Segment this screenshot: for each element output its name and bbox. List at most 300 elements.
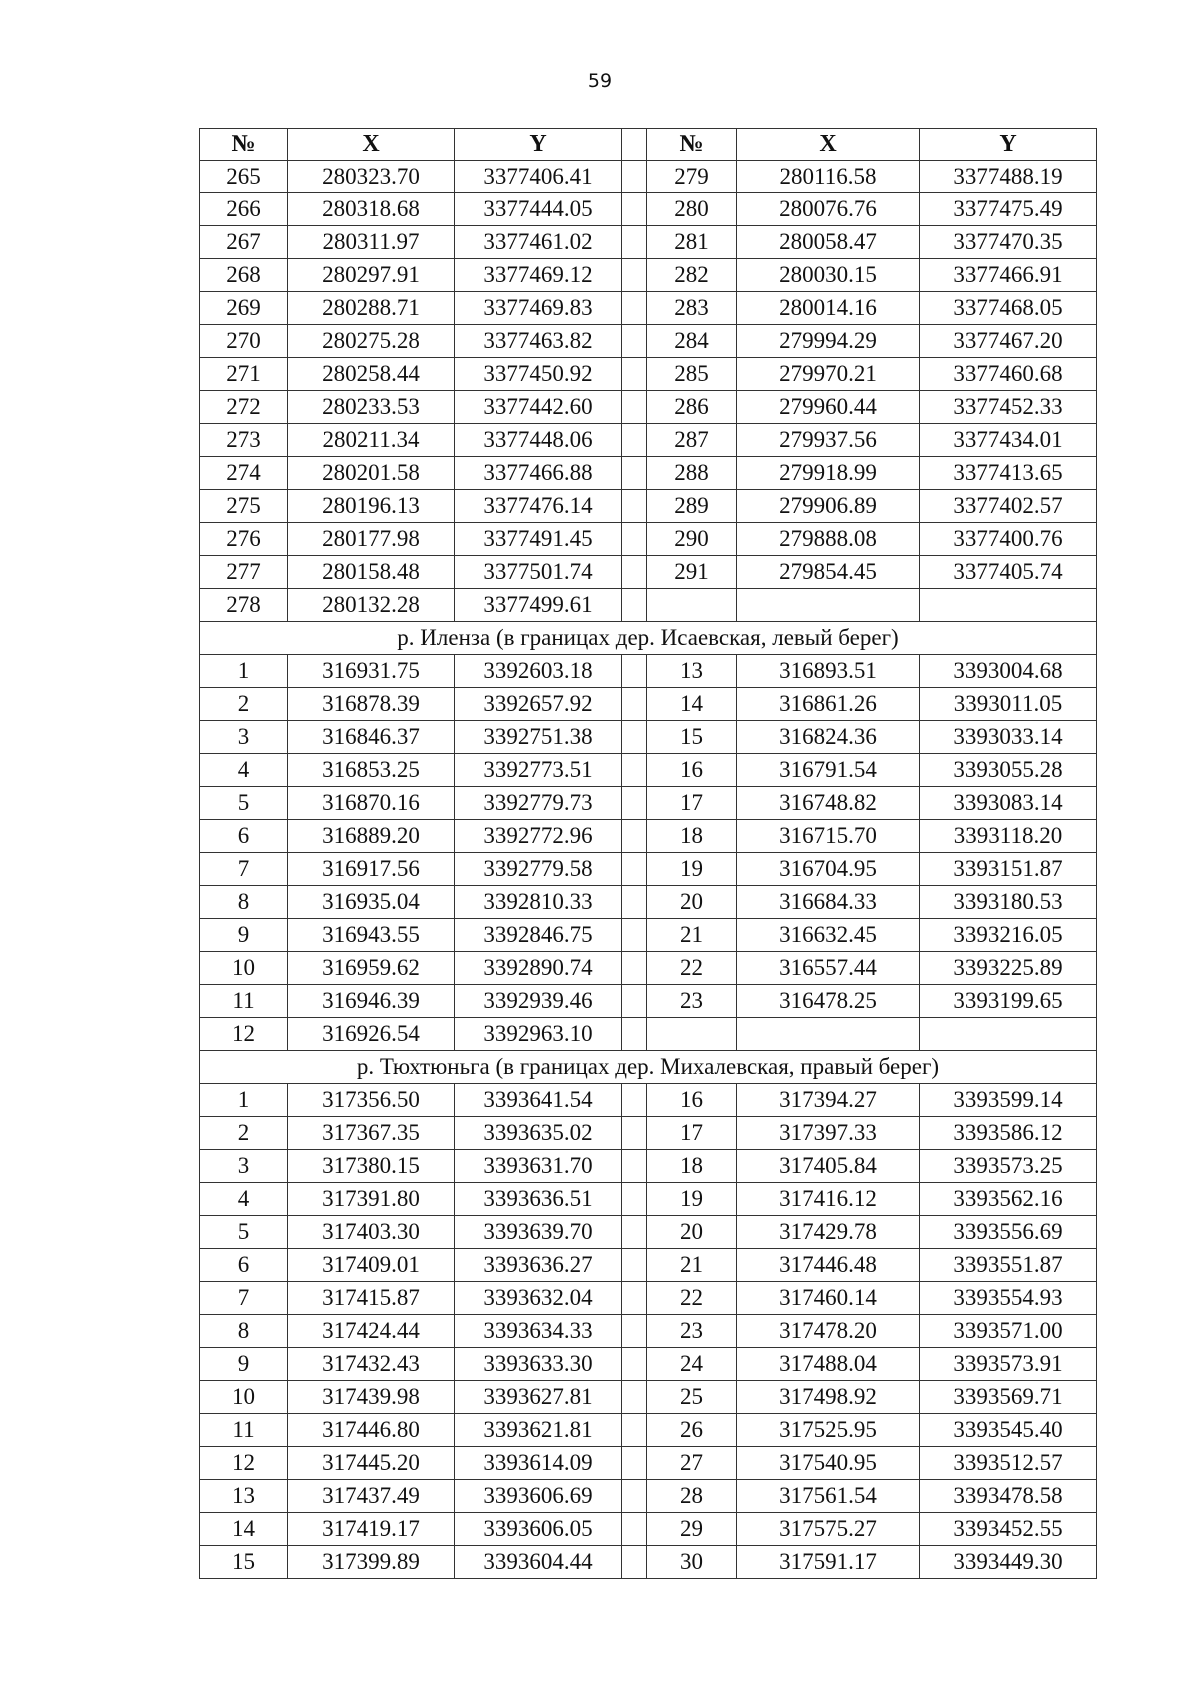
- point-number-right: 19: [647, 853, 737, 886]
- y-right: 3393180.53: [920, 886, 1097, 919]
- y-right: 3377467.20: [920, 325, 1097, 358]
- point-number-left: 7: [200, 1282, 288, 1315]
- y-right: 3393452.55: [920, 1513, 1097, 1546]
- y-left: 3377469.12: [455, 259, 622, 292]
- point-number-right: 26: [647, 1414, 737, 1447]
- y-left: 3377461.02: [455, 226, 622, 259]
- y-right: 3393562.16: [920, 1183, 1097, 1216]
- y-right: 3393216.05: [920, 919, 1097, 952]
- y-left: 3392890.74: [455, 952, 622, 985]
- table-row: [200, 952, 1097, 985]
- table-row: [200, 523, 1097, 556]
- y-left: 3393614.09: [455, 1447, 622, 1480]
- point-number-left: 5: [200, 1216, 288, 1249]
- point-number-right: 290: [647, 523, 737, 556]
- table-row: [200, 1315, 1097, 1348]
- table-row: [200, 391, 1097, 424]
- y-left: 3377450.92: [455, 358, 622, 391]
- x-right: 317478.20: [737, 1315, 920, 1348]
- table-header: [200, 129, 1097, 161]
- x-left: 317367.35: [288, 1117, 455, 1150]
- spacer: [622, 1117, 647, 1150]
- point-number-left: 274: [200, 457, 288, 490]
- x-left: 280177.98: [288, 523, 455, 556]
- point-number-left: 9: [200, 1348, 288, 1381]
- point-number-right: 19: [647, 1183, 737, 1216]
- spacer: [622, 358, 647, 391]
- x-right: [737, 589, 920, 622]
- point-number-left: 2: [200, 688, 288, 721]
- y-right: 3393151.87: [920, 853, 1097, 886]
- y-left: 3393639.70: [455, 1216, 622, 1249]
- spacer: [622, 292, 647, 325]
- table-row: [200, 457, 1097, 490]
- point-number-right: [647, 589, 737, 622]
- point-number-right: 28: [647, 1480, 737, 1513]
- point-number-left: 1: [200, 1084, 288, 1117]
- y-left: 3393641.54: [455, 1084, 622, 1117]
- section-title-row: [200, 622, 1097, 655]
- y-left: 3377469.83: [455, 292, 622, 325]
- y-right: 3393011.05: [920, 688, 1097, 721]
- point-number-left: 11: [200, 985, 288, 1018]
- x-right: 317446.48: [737, 1249, 920, 1282]
- x-left: 316853.25: [288, 754, 455, 787]
- table-row: [200, 787, 1097, 820]
- table-row: [200, 259, 1097, 292]
- y-right: 3377470.35: [920, 226, 1097, 259]
- y-left: 3393632.04: [455, 1282, 622, 1315]
- x-left: 316926.54: [288, 1018, 455, 1051]
- x-right: 279970.21: [737, 358, 920, 391]
- point-number-right: 30: [647, 1546, 737, 1579]
- x-right: 316632.45: [737, 919, 920, 952]
- header-number-right: №: [647, 129, 737, 161]
- point-number-left: 269: [200, 292, 288, 325]
- table-row: [200, 853, 1097, 886]
- table-row: [200, 1348, 1097, 1381]
- y-left: 3393631.70: [455, 1150, 622, 1183]
- spacer: [622, 1216, 647, 1249]
- spacer: [622, 424, 647, 457]
- point-number-right: 282: [647, 259, 737, 292]
- spacer: [622, 1480, 647, 1513]
- point-number-right: 21: [647, 1249, 737, 1282]
- point-number-right: 18: [647, 820, 737, 853]
- spacer: [622, 1315, 647, 1348]
- table-body: [200, 161, 1097, 1579]
- x-left: 280201.58: [288, 457, 455, 490]
- point-number-right: 25: [647, 1381, 737, 1414]
- point-number-left: 12: [200, 1447, 288, 1480]
- point-number-right: 23: [647, 985, 737, 1018]
- x-left: 316878.39: [288, 688, 455, 721]
- x-right: 279937.56: [737, 424, 920, 457]
- x-left: 316946.39: [288, 985, 455, 1018]
- table-row: [200, 358, 1097, 391]
- point-number-right: 280: [647, 193, 737, 226]
- y-left: 3393606.69: [455, 1480, 622, 1513]
- x-left: 316846.37: [288, 721, 455, 754]
- y-right: 3393556.69: [920, 1216, 1097, 1249]
- y-right: 3377413.65: [920, 457, 1097, 490]
- y-left: 3377406.41: [455, 161, 622, 193]
- x-left: 317380.15: [288, 1150, 455, 1183]
- table-row: [200, 1150, 1097, 1183]
- point-number-right: 281: [647, 226, 737, 259]
- point-number-left: 7: [200, 853, 288, 886]
- spacer: [622, 721, 647, 754]
- section-title: р. Тюхтюньга (в границах дер. Михалевская, правый берег): [200, 1051, 1097, 1084]
- y-right: 3393573.25: [920, 1150, 1097, 1183]
- spacer: [622, 688, 647, 721]
- spacer: [622, 589, 647, 622]
- x-left: 280158.48: [288, 556, 455, 589]
- y-right: 3393199.65: [920, 985, 1097, 1018]
- point-number-left: 10: [200, 952, 288, 985]
- point-number-right: 18: [647, 1150, 737, 1183]
- point-number-right: 20: [647, 886, 737, 919]
- spacer: [622, 985, 647, 1018]
- x-left: 316935.04: [288, 886, 455, 919]
- y-right: 3393449.30: [920, 1546, 1097, 1579]
- x-left: 280323.70: [288, 161, 455, 193]
- point-number-right: 22: [647, 952, 737, 985]
- x-left: 280275.28: [288, 325, 455, 358]
- point-number-left: 4: [200, 1183, 288, 1216]
- point-number-right: 284: [647, 325, 737, 358]
- x-left: 280288.71: [288, 292, 455, 325]
- point-number-left: 4: [200, 754, 288, 787]
- table-row: [200, 589, 1097, 622]
- x-right: [737, 1018, 920, 1051]
- x-left: 280132.28: [288, 589, 455, 622]
- x-right: 317591.17: [737, 1546, 920, 1579]
- table-row: [200, 292, 1097, 325]
- point-number-left: 14: [200, 1513, 288, 1546]
- spacer: [622, 1348, 647, 1381]
- point-number-right: 14: [647, 688, 737, 721]
- y-left: 3393606.05: [455, 1513, 622, 1546]
- x-right: 316791.54: [737, 754, 920, 787]
- point-number-left: 6: [200, 1249, 288, 1282]
- y-left: 3393604.44: [455, 1546, 622, 1579]
- x-left: 317446.80: [288, 1414, 455, 1447]
- point-number-right: 20: [647, 1216, 737, 1249]
- y-left: 3377444.05: [455, 193, 622, 226]
- y-right: 3393083.14: [920, 787, 1097, 820]
- point-number-right: 17: [647, 787, 737, 820]
- header-number-left: №: [200, 129, 288, 161]
- spacer: [622, 1150, 647, 1183]
- spacer: [622, 1381, 647, 1414]
- point-number-left: 3: [200, 721, 288, 754]
- spacer: [622, 391, 647, 424]
- spacer: [622, 952, 647, 985]
- x-right: 316478.25: [737, 985, 920, 1018]
- x-left: 316931.75: [288, 655, 455, 688]
- y-right: 3393573.91: [920, 1348, 1097, 1381]
- spacer: [622, 259, 647, 292]
- table-row: [200, 688, 1097, 721]
- y-right: 3393571.00: [920, 1315, 1097, 1348]
- point-number-left: 276: [200, 523, 288, 556]
- x-left: 317419.17: [288, 1513, 455, 1546]
- y-right: 3377402.57: [920, 490, 1097, 523]
- x-right: 280076.76: [737, 193, 920, 226]
- table-row: [200, 820, 1097, 853]
- y-right: 3377400.76: [920, 523, 1097, 556]
- table-row: [200, 1513, 1097, 1546]
- y-right: 3393586.12: [920, 1117, 1097, 1150]
- header-spacer: [622, 129, 647, 161]
- x-left: 280318.68: [288, 193, 455, 226]
- header-row: [200, 129, 1097, 161]
- x-right: 317575.27: [737, 1513, 920, 1546]
- x-right: 316704.95: [737, 853, 920, 886]
- table-row: [200, 754, 1097, 787]
- y-left: 3393636.27: [455, 1249, 622, 1282]
- table-row: [200, 721, 1097, 754]
- x-left: 280233.53: [288, 391, 455, 424]
- y-left: 3392939.46: [455, 985, 622, 1018]
- spacer: [622, 754, 647, 787]
- point-number-left: 272: [200, 391, 288, 424]
- x-right: 316715.70: [737, 820, 920, 853]
- y-left: 3392657.92: [455, 688, 622, 721]
- table-row: [200, 226, 1097, 259]
- x-left: 280258.44: [288, 358, 455, 391]
- spacer: [622, 325, 647, 358]
- point-number-right: 27: [647, 1447, 737, 1480]
- y-right: 3393478.58: [920, 1480, 1097, 1513]
- point-number-left: 11: [200, 1414, 288, 1447]
- x-left: 317424.44: [288, 1315, 455, 1348]
- x-left: 280196.13: [288, 490, 455, 523]
- table-row: [200, 886, 1097, 919]
- x-left: 280211.34: [288, 424, 455, 457]
- y-left: 3377466.88: [455, 457, 622, 490]
- point-number-right: 17: [647, 1117, 737, 1150]
- x-right: 280116.58: [737, 161, 920, 193]
- point-number-left: 266: [200, 193, 288, 226]
- y-right: 3393569.71: [920, 1381, 1097, 1414]
- x-left: 316943.55: [288, 919, 455, 952]
- x-right: 316893.51: [737, 655, 920, 688]
- header-y-left: Y: [455, 129, 622, 161]
- y-left: 3377499.61: [455, 589, 622, 622]
- y-right: 3377405.74: [920, 556, 1097, 589]
- x-right: 317561.54: [737, 1480, 920, 1513]
- table-row: [200, 161, 1097, 193]
- x-right: 317540.95: [737, 1447, 920, 1480]
- spacer: [622, 1282, 647, 1315]
- y-right: 3393512.57: [920, 1447, 1097, 1480]
- x-right: 279960.44: [737, 391, 920, 424]
- x-right: 316824.36: [737, 721, 920, 754]
- table-row: [200, 556, 1097, 589]
- x-left: 280311.97: [288, 226, 455, 259]
- table-row: [200, 1018, 1097, 1051]
- point-number-left: 9: [200, 919, 288, 952]
- table-row: [200, 490, 1097, 523]
- table-row: [200, 1117, 1097, 1150]
- point-number-left: 267: [200, 226, 288, 259]
- x-right: 279918.99: [737, 457, 920, 490]
- x-right: 280030.15: [737, 259, 920, 292]
- x-right: 316861.26: [737, 688, 920, 721]
- point-number-left: 278: [200, 589, 288, 622]
- table-row: [200, 193, 1097, 226]
- y-right: 3377434.01: [920, 424, 1097, 457]
- table-row: [200, 424, 1097, 457]
- x-left: 317403.30: [288, 1216, 455, 1249]
- x-left: 317391.80: [288, 1183, 455, 1216]
- point-number-right: [647, 1018, 737, 1051]
- point-number-right: 16: [647, 754, 737, 787]
- point-number-right: 286: [647, 391, 737, 424]
- y-left: 3377463.82: [455, 325, 622, 358]
- point-number-right: 24: [647, 1348, 737, 1381]
- point-number-left: 273: [200, 424, 288, 457]
- spacer: [622, 787, 647, 820]
- point-number-right: 283: [647, 292, 737, 325]
- point-number-left: 15: [200, 1546, 288, 1579]
- point-number-left: 5: [200, 787, 288, 820]
- y-left: 3377491.45: [455, 523, 622, 556]
- spacer: [622, 1183, 647, 1216]
- x-left: 317399.89: [288, 1546, 455, 1579]
- y-left: 3393627.81: [455, 1381, 622, 1414]
- x-right: 279854.45: [737, 556, 920, 589]
- table-row: [200, 1447, 1097, 1480]
- y-right: 3393551.87: [920, 1249, 1097, 1282]
- x-left: 316870.16: [288, 787, 455, 820]
- y-right: 3377466.91: [920, 259, 1097, 292]
- spacer: [622, 161, 647, 193]
- x-right: 316748.82: [737, 787, 920, 820]
- point-number-left: 13: [200, 1480, 288, 1513]
- header-y-right: Y: [920, 129, 1097, 161]
- x-left: 317409.01: [288, 1249, 455, 1282]
- point-number-left: 12: [200, 1018, 288, 1051]
- table-row: [200, 1546, 1097, 1579]
- spacer: [622, 1513, 647, 1546]
- x-left: 316959.62: [288, 952, 455, 985]
- x-right: 317525.95: [737, 1414, 920, 1447]
- x-right: 317488.04: [737, 1348, 920, 1381]
- y-left: 3392779.73: [455, 787, 622, 820]
- x-right: 317460.14: [737, 1282, 920, 1315]
- point-number-right: 291: [647, 556, 737, 589]
- spacer: [622, 655, 647, 688]
- x-right: 279888.08: [737, 523, 920, 556]
- point-number-left: 270: [200, 325, 288, 358]
- point-number-right: 15: [647, 721, 737, 754]
- y-right: 3377488.19: [920, 161, 1097, 193]
- spacer: [622, 1018, 647, 1051]
- point-number-left: 275: [200, 490, 288, 523]
- spacer: [622, 556, 647, 589]
- y-left: 3393636.51: [455, 1183, 622, 1216]
- y-left: 3393621.81: [455, 1414, 622, 1447]
- spacer: [622, 1249, 647, 1282]
- spacer: [622, 457, 647, 490]
- table-row: [200, 1480, 1097, 1513]
- x-left: 317415.87: [288, 1282, 455, 1315]
- x-right: 279994.29: [737, 325, 920, 358]
- y-right: 3377475.49: [920, 193, 1097, 226]
- point-number-left: 268: [200, 259, 288, 292]
- table-row: [200, 325, 1097, 358]
- y-right: 3393118.20: [920, 820, 1097, 853]
- y-right: 3393225.89: [920, 952, 1097, 985]
- y-right: [920, 589, 1097, 622]
- point-number-right: 285: [647, 358, 737, 391]
- y-right: 3393599.14: [920, 1084, 1097, 1117]
- y-left: 3392751.38: [455, 721, 622, 754]
- table-row: [200, 1381, 1097, 1414]
- x-left: 316889.20: [288, 820, 455, 853]
- spacer: [622, 1447, 647, 1480]
- spacer: [622, 490, 647, 523]
- spacer: [622, 919, 647, 952]
- x-right: 317394.27: [737, 1084, 920, 1117]
- x-right: 316684.33: [737, 886, 920, 919]
- y-right: 3393055.28: [920, 754, 1097, 787]
- y-right: 3377468.05: [920, 292, 1097, 325]
- y-right: 3393554.93: [920, 1282, 1097, 1315]
- table-row: [200, 1414, 1097, 1447]
- y-left: 3393634.33: [455, 1315, 622, 1348]
- table-row: [200, 919, 1097, 952]
- spacer: [622, 853, 647, 886]
- y-left: 3377442.60: [455, 391, 622, 424]
- point-number-right: 22: [647, 1282, 737, 1315]
- spacer: [622, 523, 647, 556]
- section-title-row: [200, 1051, 1097, 1084]
- section-title: р. Иленза (в границах дер. Исаевская, левый берег): [200, 622, 1097, 655]
- point-number-left: 6: [200, 820, 288, 853]
- point-number-left: 277: [200, 556, 288, 589]
- y-right: 3393033.14: [920, 721, 1097, 754]
- spacer: [622, 226, 647, 259]
- table-row: [200, 1282, 1097, 1315]
- y-right: 3393545.40: [920, 1414, 1097, 1447]
- table-row: [200, 1216, 1097, 1249]
- y-left: 3377476.14: [455, 490, 622, 523]
- table-row: [200, 1183, 1097, 1216]
- spacer: [622, 820, 647, 853]
- point-number-right: 16: [647, 1084, 737, 1117]
- x-right: 317405.84: [737, 1150, 920, 1183]
- spacer: [622, 1546, 647, 1579]
- x-right: 317416.12: [737, 1183, 920, 1216]
- point-number-left: 3: [200, 1150, 288, 1183]
- spacer: [622, 1414, 647, 1447]
- y-right: 3393004.68: [920, 655, 1097, 688]
- point-number-right: 29: [647, 1513, 737, 1546]
- table-row: [200, 1084, 1097, 1117]
- header-x-left: X: [288, 129, 455, 161]
- point-number-right: 21: [647, 919, 737, 952]
- x-left: 316917.56: [288, 853, 455, 886]
- point-number-right: 288: [647, 457, 737, 490]
- y-left: 3392772.96: [455, 820, 622, 853]
- y-left: 3392603.18: [455, 655, 622, 688]
- y-left: 3392846.75: [455, 919, 622, 952]
- coordinates-table: [199, 128, 1097, 1579]
